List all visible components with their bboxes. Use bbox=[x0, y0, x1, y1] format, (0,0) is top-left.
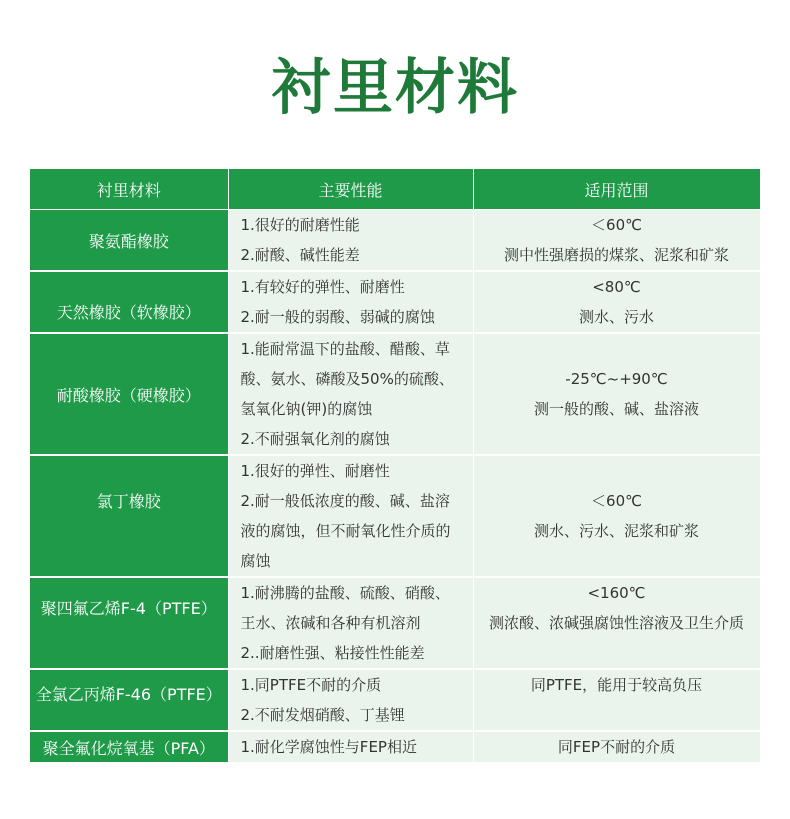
property-line: 液的腐蚀，但不耐氧化性介质的 bbox=[240, 522, 451, 540]
properties-cell bbox=[228, 455, 473, 577]
property-line: 1.很好的耐磨性能 bbox=[240, 216, 360, 234]
properties-cell bbox=[228, 577, 473, 669]
material-name: 氯丁橡胶 bbox=[30, 455, 228, 577]
application-line: 测一般的酸、碱、盐溶液 bbox=[533, 400, 699, 418]
applications-cell bbox=[473, 577, 760, 669]
table-row bbox=[30, 271, 760, 333]
material-name: 聚氨酯橡胶 bbox=[30, 210, 228, 272]
properties-cell bbox=[228, 210, 473, 272]
material-name: 聚四氟乙烯F-4（PTFE） bbox=[30, 577, 228, 669]
property-line: 王水、浓碱和各种有机溶剂 bbox=[240, 614, 421, 632]
application-line: <160℃ bbox=[587, 584, 646, 602]
applications-cell bbox=[473, 210, 760, 272]
applications-cell bbox=[473, 731, 760, 763]
application-line: 测水、污水 bbox=[578, 308, 654, 326]
lining-material-table bbox=[30, 169, 761, 764]
material-name: 聚全氟化烷氧基（PFA） bbox=[30, 731, 228, 763]
properties-cell bbox=[228, 333, 473, 455]
property-line: 1.同PTFE不耐的介质 bbox=[240, 676, 382, 694]
property-line: 1.耐化学腐蚀性与FEP相近 bbox=[240, 738, 417, 756]
header-properties: 主要性能 bbox=[228, 169, 473, 210]
property-line: 氢氧化钠(钾)的腐蚀 bbox=[240, 400, 373, 418]
header-applications: 适用范围 bbox=[473, 169, 760, 210]
property-line: 2.耐一般的弱酸、弱碱的腐蚀 bbox=[240, 308, 435, 326]
property-line: 酸、氨水、磷酸及50%的硫酸、 bbox=[240, 370, 454, 388]
property-line: 1.很好的弹性、耐磨性 bbox=[240, 462, 390, 480]
table-row bbox=[30, 333, 760, 455]
application-line: 同FEP不耐的介质 bbox=[557, 738, 676, 756]
application-line: 测中性强磨损的煤浆、泥浆和矿浆 bbox=[503, 246, 729, 264]
applications-cell bbox=[473, 333, 760, 455]
table-row bbox=[30, 577, 760, 669]
property-line: 腐蚀 bbox=[240, 552, 271, 570]
properties-cell bbox=[228, 271, 473, 333]
property-line: 2.耐一般低浓度的酸、碱、盐溶 bbox=[240, 492, 450, 510]
table-header-row bbox=[30, 169, 760, 210]
application-line: ＜60℃ bbox=[591, 216, 642, 234]
property-line: 2.不耐强氧化剂的腐蚀 bbox=[240, 430, 390, 448]
material-name: 天然橡胶（软橡胶） bbox=[30, 271, 228, 333]
property-line: 2.不耐发烟硝酸、丁基锂 bbox=[240, 706, 405, 724]
material-name: 耐酸橡胶（硬橡胶） bbox=[30, 333, 228, 455]
table-row bbox=[30, 455, 760, 577]
properties-cell bbox=[228, 731, 473, 763]
application-line: 测浓酸、浓碱强腐蚀性溶液及卫生介质 bbox=[488, 614, 744, 632]
table-row bbox=[30, 210, 760, 272]
applications-cell bbox=[473, 669, 760, 731]
property-line: 2.耐酸、碱性能差 bbox=[240, 246, 360, 264]
properties-cell bbox=[228, 669, 473, 731]
property-line: 1.能耐常温下的盐酸、醋酸、草 bbox=[240, 340, 450, 358]
table-row bbox=[30, 669, 760, 731]
application-line: 测水、污水、泥浆和矿浆 bbox=[533, 522, 699, 540]
property-line: 1.耐沸腾的盐酸、硫酸、硝酸、 bbox=[240, 584, 450, 602]
application-line: 同PTFE，能用于较高负压 bbox=[530, 676, 703, 694]
application-line: -25℃~+90℃ bbox=[565, 370, 668, 388]
application-line: ＜60℃ bbox=[591, 492, 642, 510]
table-row bbox=[30, 731, 760, 763]
property-line: 1.有较好的弹性、耐磨性 bbox=[240, 278, 405, 296]
application-line: <80℃ bbox=[592, 278, 641, 296]
property-line: 2..耐磨性强、粘接性性能差 bbox=[240, 644, 425, 662]
material-name: 全氯乙丙烯F-46（PTFE） bbox=[30, 669, 228, 731]
page-title: 衬里材料 bbox=[271, 53, 519, 123]
applications-cell bbox=[473, 455, 760, 577]
header-material: 衬里材料 bbox=[30, 169, 228, 210]
applications-cell bbox=[473, 271, 760, 333]
